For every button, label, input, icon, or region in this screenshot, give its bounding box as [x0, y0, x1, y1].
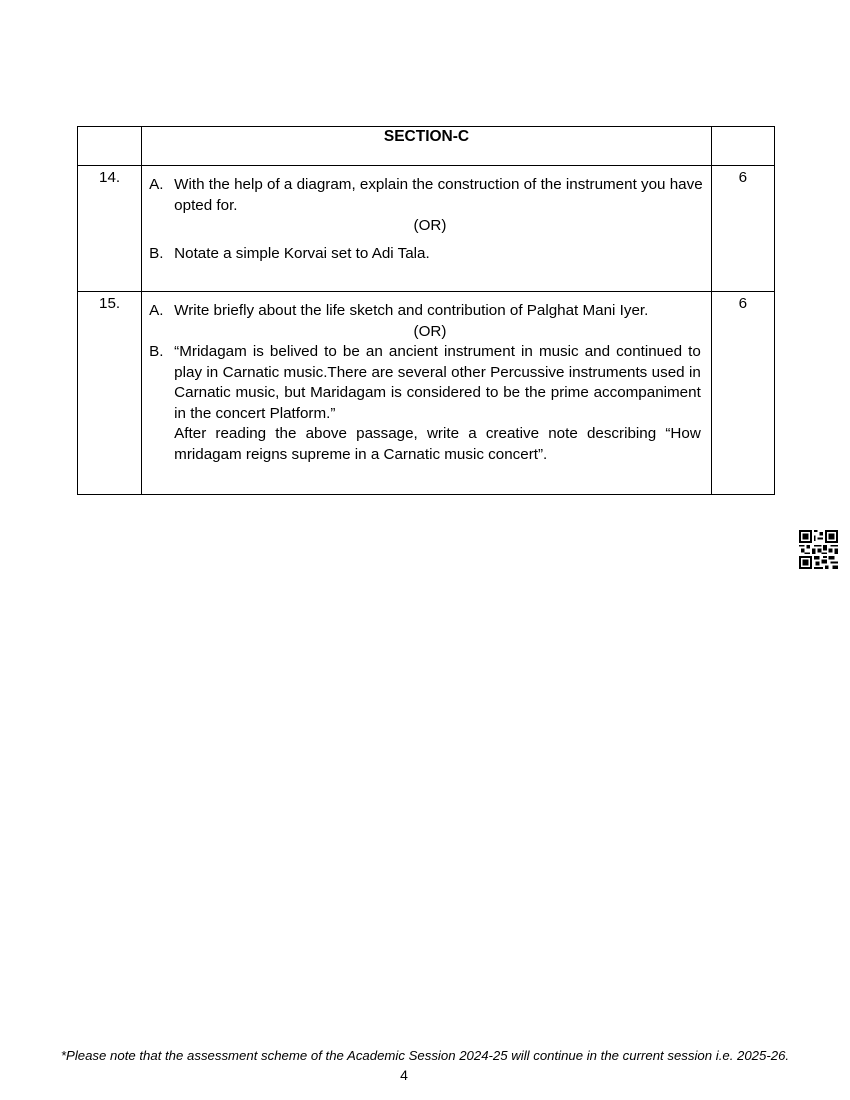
option-b-content — [174, 342, 711, 465]
option-a-text: With the help of a diagram, explain the construction of the instrument you have opted for. — [174, 176, 703, 214]
question-marks: 6 — [711, 166, 774, 292]
question-table — [77, 126, 775, 495]
question-body — [142, 292, 712, 495]
option-a — [149, 175, 711, 216]
question-row-14 — [78, 166, 775, 292]
option-a — [149, 301, 711, 322]
option-a-label: A. — [149, 302, 164, 319]
section-header-row — [78, 127, 775, 166]
option-a-text: Write briefly about the life sketch and contribution of Palghat Mani Iyer. — [174, 302, 649, 319]
option-a-label: A. — [149, 176, 164, 193]
qr-code-icon — [799, 530, 838, 569]
option-b-task: After reading the above passage, write a creative note describing “How mridagam reigns supreme in a Carnatic music concert”. — [174, 425, 701, 463]
or-separator: (OR) — [413, 322, 447, 340]
page-number: 4 — [400, 1067, 408, 1083]
option-b-label: B. — [149, 244, 164, 262]
option-b-passage: “Mridagam is belived to be an ancient instrument in music and continued to play in Carnatic music.There are several other Percussive instruments used in Carnatic music, but Maridagam is considered to be the prime accompaniment in the concert Platform.” — [174, 343, 701, 422]
or-separator: (OR) — [413, 217, 447, 234]
footer-note: *Please note that the assessment scheme of the Academic Session 2024-25 will continue in the current session i.e. 2025-26. — [60, 1048, 790, 1063]
question-body — [142, 166, 712, 292]
question-number: 14. — [78, 166, 142, 292]
option-b — [149, 342, 711, 465]
question-marks: 6 — [711, 292, 774, 495]
empty-number-cell — [78, 127, 142, 166]
question-number: 15. — [78, 292, 142, 495]
question-row-15 — [78, 292, 775, 495]
option-b-text: Notate a simple Korvai set to Adi Tala. — [174, 244, 430, 262]
option-b — [149, 244, 711, 265]
section-title: SECTION-C — [142, 127, 712, 166]
empty-marks-cell — [711, 127, 774, 166]
option-b-label: B. — [149, 343, 164, 360]
